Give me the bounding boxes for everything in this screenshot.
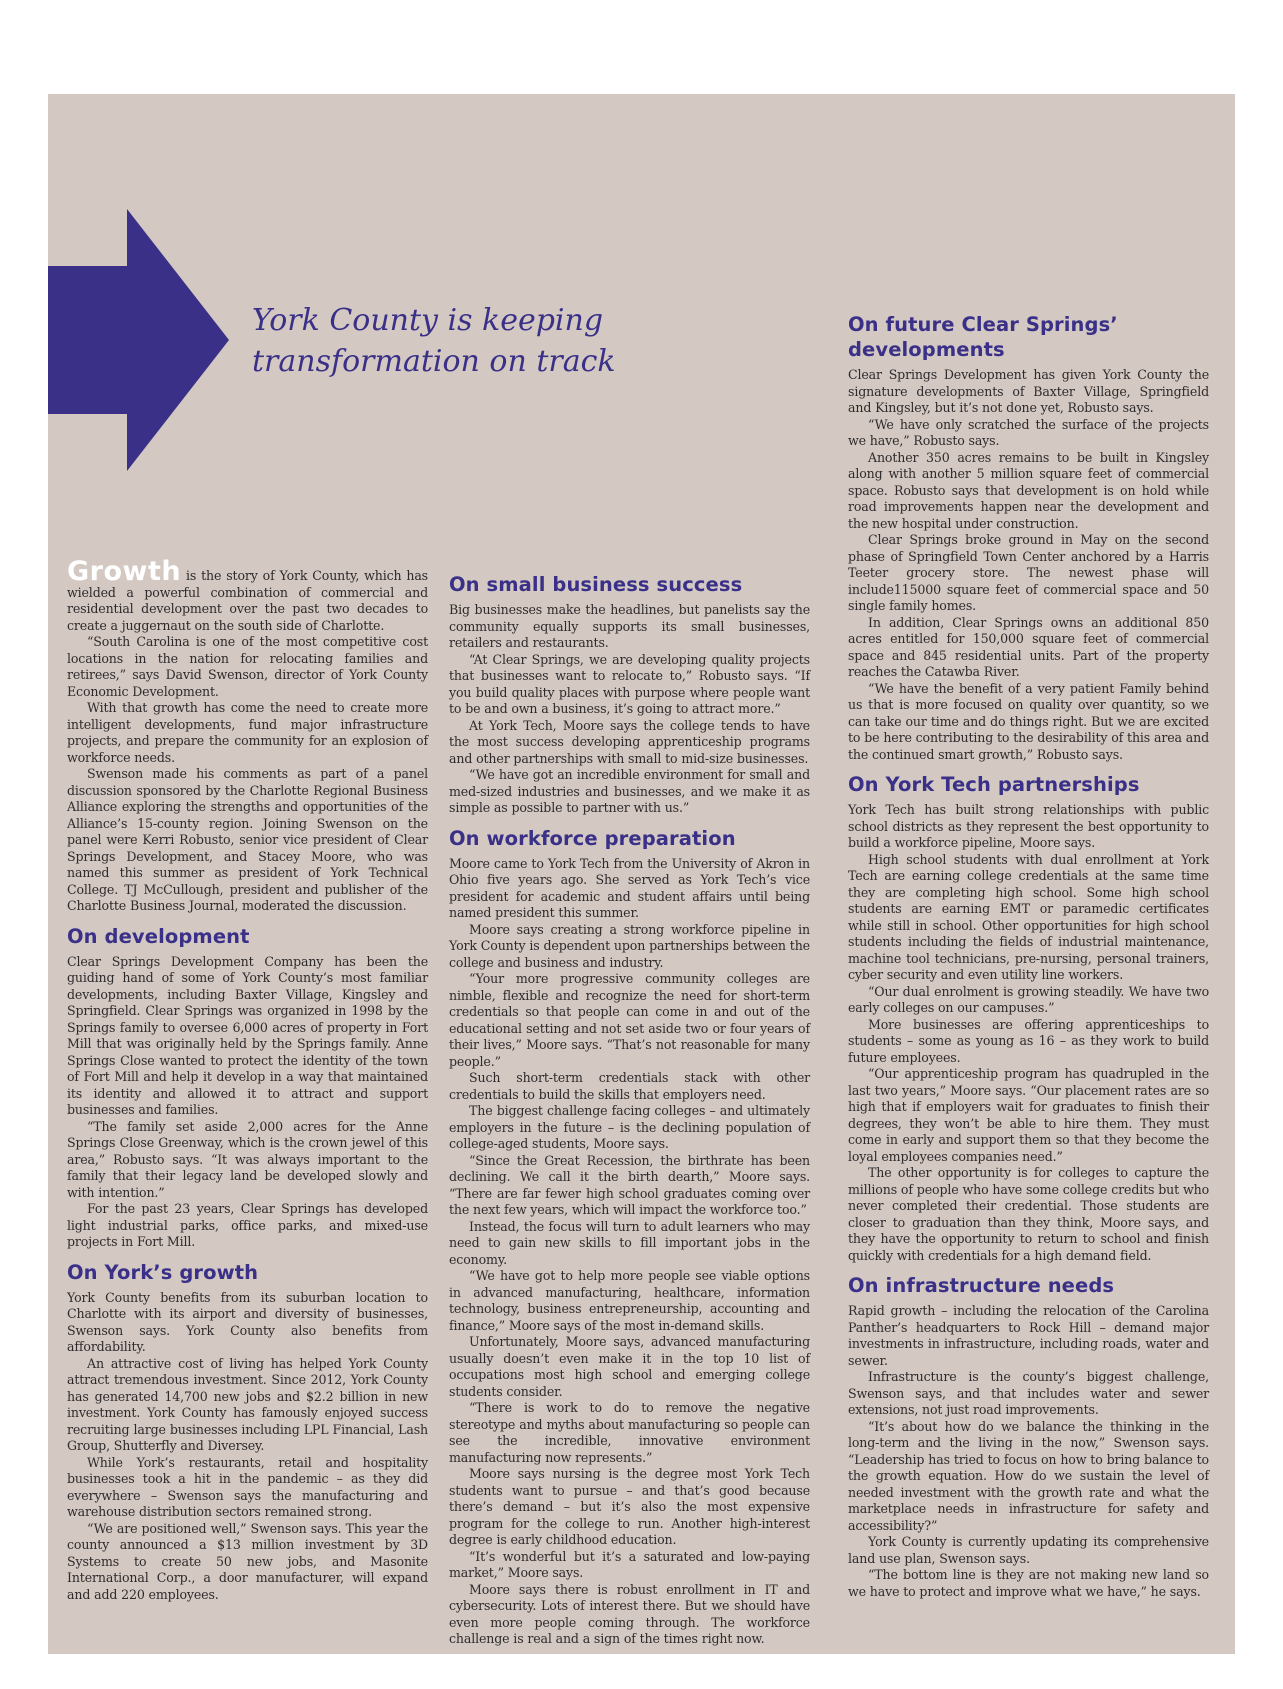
paragraph: For the past 23 years, Clear Springs has developed light industrial parks, office parks, and mixed-use projects in Fort Mill. bbox=[67, 1201, 428, 1249]
paragraph: With that growth has come the need to create more intelligent developments, fund major infrastructure projects, and prepare the community for an explosion of workforce needs. bbox=[67, 700, 428, 765]
paragraph: “We have the benefit of a very patient Family behind us that is more focused on quality over quantity, so we can take our time and do things right. But we are excited to be here contributing to the desirability of this area and the continued smart growth,” Robusto says. bbox=[848, 680, 1209, 762]
intro-paragraph bbox=[67, 556, 428, 634]
paragraph: The other opportunity is for colleges to capture the millions of people who have some college credits but who never completed their credential. Those students are closer to graduation than they think, Moore says, and they have the opportunity to return to school and finish quickly with credentials for a high demand field. bbox=[848, 1165, 1209, 1263]
paragraph: “The bottom line is they are not making new land so we have to protect and improve what we have,” he says. bbox=[848, 1567, 1209, 1599]
paragraph: Unfortunately, Moore says, advanced manufacturing usually doesn’t even make it in the top 10 list of occupations most high school and emerging college students consider. bbox=[449, 1334, 810, 1399]
paragraph: Moore came to York Tech from the University of Akron in Ohio five years ago. She served as York Tech’s vice president for academic and student affairs until being named president this summer. bbox=[449, 855, 810, 920]
paragraph: Rapid growth – including the relocation of the Carolina Panther’s headquarters to Rock Hill – demand major investments in infrastructure, including roads, water and sewer. bbox=[848, 1303, 1209, 1368]
article-title: York County is keeping transformation on track bbox=[252, 303, 616, 379]
paragraph: The biggest challenge facing colleges – and ultimately employers in the future – is the declining population of college-aged students, Moore says. bbox=[449, 1103, 810, 1151]
heading-york-tech: On York Tech partnerships bbox=[848, 773, 1140, 796]
heading-yorks-growth: On York’s growth bbox=[67, 1260, 259, 1284]
lead-word: Growth bbox=[67, 556, 182, 587]
paragraph: Swenson made his comments as part of a panel discussion sponsored by the Charlotte Regional Business Alliance exploring the strengths and opportunities of the Alliance’s 15-county region. Joining Swenson on the panel were Kerri Robusto, senior vice president of Clear Springs Development, and Stacey Moore, who was named this summer as president of York Technical College. TJ McCullough, president and publisher of the Charlotte Business Journal, moderated the discussion. bbox=[67, 766, 428, 913]
paragraph: Moore says there is robust enrollment in IT and cybersecurity. Lots of interest there. But we should have even more people coming through. The workforce challenge is real and a sign of the times right now. bbox=[449, 1581, 810, 1646]
paragraph: While York’s restaurants, retail and hospitality businesses took a hit in the pandemic – as they did everywhere – Swenson says the manufacturing and warehouse distribution sectors remained strong. bbox=[67, 1454, 428, 1519]
paragraph: “Our apprenticeship program has quadrupled in the last two years,” Moore says. “Our placement rates are so high that if employers wait for graduates to finish their degrees, they won’t be able to hire them. They must come in early and support them so that they become the loyal employees companies need.” bbox=[848, 1066, 1209, 1164]
heading-future-developments: On future Clear Springs’ developments bbox=[848, 313, 1118, 361]
paragraph: More businesses are offering apprenticeships to students – some as young as 16 – as they work to build future employees. bbox=[848, 1016, 1209, 1065]
heading-infrastructure: On infrastructure needs bbox=[848, 1274, 1115, 1297]
paragraph: Another 350 acres remains to be built in Kingsley along with another 5 million square feet of commercial space. Robusto says that development is on hold while road improvements happen near the development and the new hospital under construction. bbox=[848, 449, 1209, 531]
heading-development: On development bbox=[67, 924, 250, 948]
paragraph: York Tech has built strong relationships with public school districts as they represent the best opportunity to build a workforce pipeline, Moore says. bbox=[848, 802, 1209, 850]
paragraph: York County benefits from its suburban location to Charlotte with its airport and diversity of businesses, Swenson says. York County also benefits from affordability. bbox=[67, 1289, 428, 1354]
paragraph: “There is work to do to remove the negative stereotype and myths about manufacturing so people can see the incredible, innovative environment manufacturing now represents.” bbox=[449, 1400, 810, 1465]
intro-text: is the story of York County, which has wielded a powerful combination of commercial and residential development over the past two decades to create a juggernaut on the south side of Charlotte. bbox=[67, 568, 428, 633]
column-1 bbox=[67, 556, 428, 1603]
paragraph: “Our dual enrolment is growing steadily. We have two early colleges on our campuses.” bbox=[848, 983, 1209, 1015]
column-3 bbox=[848, 312, 1209, 1600]
paragraph: “It’s about how do we balance the thinking in the long-term and the living in the now,” Swenson says. “Leadership has tried to focus on how to bring balance to the growth equation. How do we sustain the level of needed investment with the growth rate and what the marketplace needs in infrastructure for safety and accessibility?” bbox=[848, 1418, 1209, 1533]
paragraph: An attractive cost of living has helped York County attract tremendous investment. Since 2012, York County has generated 14,700 new jobs and $2.2 billion in new investment. York County has famously enjoyed success recruiting large businesses including LPL Financial, Lash Group, Shutterfly and Diversey. bbox=[67, 1355, 428, 1453]
arrow-graphic bbox=[48, 209, 230, 471]
paragraph: Big businesses make the headlines, but panelists say the community equally supports its small businesses, retailers and restaurants. bbox=[449, 602, 810, 650]
paragraph: Moore says creating a strong workforce pipeline in York County is dependent upon partnerships between the college and business and industry. bbox=[449, 921, 810, 970]
paragraph: Such short-term credentials stack with other credentials to build the skills that employers need. bbox=[449, 1070, 810, 1102]
paragraph: “Since the Great Recession, the birthrate has been declining. We call it the birth dearth,” Moore says. “There are far fewer high school graduates coming over the next few years, which will impact the workforce too.” bbox=[449, 1152, 810, 1217]
heading-small-business: On small business success bbox=[449, 573, 743, 596]
paragraph: “At Clear Springs, we are developing quality projects that businesses want to relocate to,” Robusto says. “If you build quality places with purpose where people want to be and own a business, it’s going to attract more.” bbox=[449, 651, 810, 716]
paragraph: Clear Springs Development has given York County the signature developments of Baxter Village, Springfield and Kingsley, but it’s not done yet, Robusto says. bbox=[848, 367, 1209, 415]
paragraph: High school students with dual enrollment at York Tech are earning college credentials at the same time they are completing high school. Some high school students are earning EMT or paramedic certificates while still in school. Other opportunities for high school students including the fields of industrial maintenance, machine tool technicians, pre-nursing, personal trainers, cyber security and even utility line workers. bbox=[848, 851, 1209, 982]
paragraph: Infrastructure is the county’s biggest challenge, Swenson says, and that includes water and sewer extensions, not just road improvements. bbox=[848, 1369, 1209, 1417]
column-2 bbox=[449, 572, 810, 1648]
heading-workforce: On workforce preparation bbox=[449, 826, 736, 850]
paragraph: “We have only scratched the surface of the projects we have,” Robusto says. bbox=[848, 416, 1209, 448]
paragraph: “We are positioned well,” Swenson says. This year the county announced a $13 million investment by 3D Systems to create 50 new jobs, and Masonite International Corp., a door manufacturer, will expand and add 220 employees. bbox=[67, 1520, 428, 1602]
paragraph: “The family set aside 2,000 acres for the Anne Springs Close Greenway, which is the crown jewel of this area,” Robusto says. “It was always important to the family that their legacy land be developed slowly and with intention.” bbox=[67, 1118, 428, 1200]
paragraph: Clear Springs Development Company has been the guiding hand of some of York County’s most familiar developments, including Baxter Village, Kingsley and Springfield. Clear Springs was organized in 1998 by the Springs family to oversee 6,000 acres of property in Fort Mill that was originally held by the Springs family. Anne Springs Close wanted to protect the identity of the town of Fort Mill and help it develop in a way that maintained its identity and allowed it to attract and support businesses and families. bbox=[67, 953, 428, 1117]
paragraph: “South Carolina is one of the most competitive cost locations in the nation for relocating families and retirees,” says David Swenson, director of York County Economic Development. bbox=[67, 634, 428, 699]
paragraph: At York Tech, Moore says the college tends to have the most success developing apprenticeship programs and other partnerships with small to mid-size businesses. bbox=[449, 717, 810, 766]
paragraph: “We have got to help more people see viable options in advanced manufacturing, healthcare, information technology, business entrepreneurship, accounting and finance,” Moore says of the most in-demand skills. bbox=[449, 1268, 810, 1333]
paragraph: Clear Springs broke ground in May on the second phase of Springfield Town Center anchored by a Harris Teeter grocery store. The newest phase will include115000 square feet of commercial space and 50 single family homes. bbox=[848, 532, 1209, 613]
paragraph: In addition, Clear Springs owns an additional 850 acres entitled for 150,000 square feet of commercial space and 845 residential units. Part of the property reaches the Catawba River. bbox=[848, 614, 1209, 679]
paragraph: “Your more progressive community colleges are nimble, flexible and recognize the need for short-term credentials so that people can come in and out of the educational setting and not set aside two or four years of their lives,” Moore says. “That’s not reasonable for many people.” bbox=[449, 971, 810, 1069]
paragraph: “We have got an incredible environment for small and med-sized industries and businesses, and we make it as simple as possible to partner with us.” bbox=[449, 767, 810, 815]
paragraph: York County is currently updating its comprehensive land use plan, Swenson says. bbox=[848, 1534, 1209, 1566]
paragraph: Moore says nursing is the degree most York Tech students want to pursue – and that’s good because there’s demand – but it’s also the most expensive program for the college to run. Another high-interest degree is early childhood education. bbox=[449, 1466, 810, 1547]
paragraph: Instead, the focus will turn to adult learners who may need to gain new skills to fill important jobs in the economy. bbox=[449, 1218, 810, 1267]
paragraph: “It’s wonderful but it’s a saturated and low-paying market,” Moore says. bbox=[449, 1548, 810, 1580]
